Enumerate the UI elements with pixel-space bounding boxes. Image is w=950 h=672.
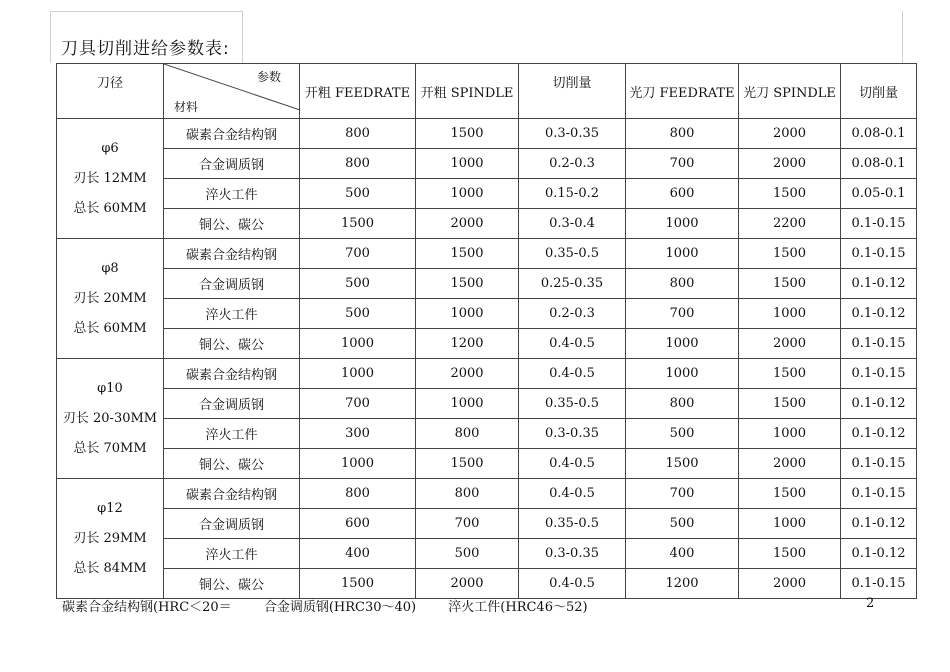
value-cell: 1000 — [739, 299, 841, 329]
value-cell: 0.1-0.12 — [841, 509, 917, 539]
value-cell: 700 — [416, 509, 519, 539]
material-cell: 淬火工件 — [164, 419, 300, 449]
material-cell: 合金调质钢 — [164, 149, 300, 179]
value-cell: 800 — [626, 389, 739, 419]
value-cell: 500 — [626, 509, 739, 539]
value-cell: 1500 — [739, 269, 841, 299]
frame-right-line — [902, 11, 903, 63]
value-cell: 0.1-0.15 — [841, 479, 917, 509]
diameter-dia: φ6 — [101, 140, 119, 156]
value-cell: 1200 — [626, 569, 739, 599]
material-cell: 合金调质钢 — [164, 269, 300, 299]
table-row — [57, 569, 917, 599]
material-cell: 铜公、碳公 — [164, 569, 300, 599]
value-cell: 0.4-0.5 — [519, 329, 626, 359]
table-row — [57, 389, 917, 419]
material-cell: 铜公、碳公 — [164, 209, 300, 239]
value-cell: 700 — [626, 299, 739, 329]
diameter-blade: 刃长 20MM — [73, 290, 147, 306]
table-row — [57, 479, 917, 509]
header-param: 参数 — [256, 70, 281, 84]
header-col-4: 光刀 FEEDRATE — [626, 64, 739, 119]
value-cell: 0.3-0.4 — [519, 209, 626, 239]
value-cell: 1200 — [416, 329, 519, 359]
table-row — [57, 119, 917, 149]
table-row — [57, 239, 917, 269]
header-diameter: 刀径 — [57, 64, 164, 119]
value-cell: 0.35-0.5 — [519, 239, 626, 269]
value-cell: 1500 — [739, 389, 841, 419]
table-row — [57, 299, 917, 329]
diameter-total: 总长 60MM — [73, 200, 147, 216]
value-cell: 0.2-0.3 — [519, 149, 626, 179]
value-cell: 2000 — [739, 149, 841, 179]
value-cell: 2000 — [416, 209, 519, 239]
table-row — [57, 209, 917, 239]
value-cell: 0.1-0.15 — [841, 209, 917, 239]
header-row — [57, 64, 917, 119]
footer-note-2: 合金调质钢(HRC30～40) — [263, 600, 417, 615]
material-cell: 碳素合金结构钢 — [164, 479, 300, 509]
footer-notes — [62, 596, 616, 615]
material-cell: 碳素合金结构钢 — [164, 359, 300, 389]
value-cell: 800 — [300, 479, 416, 509]
value-cell: 0.08-0.1 — [841, 119, 917, 149]
value-cell: 1500 — [739, 179, 841, 209]
diameter-dia: φ10 — [97, 380, 123, 396]
table-row — [57, 509, 917, 539]
material-cell: 铜公、碳公 — [164, 329, 300, 359]
diameter-total: 总长 70MM — [73, 440, 147, 456]
material-cell: 淬火工件 — [164, 539, 300, 569]
value-cell: 0.1-0.15 — [841, 359, 917, 389]
value-cell: 800 — [626, 269, 739, 299]
value-cell: 1000 — [300, 359, 416, 389]
value-cell: 700 — [300, 389, 416, 419]
value-cell: 0.4-0.5 — [519, 569, 626, 599]
value-cell: 1000 — [626, 329, 739, 359]
diameter-cell — [57, 359, 164, 479]
value-cell: 1500 — [300, 569, 416, 599]
diameter-cell — [57, 479, 164, 599]
header-col-5: 光刀 SPINDLE — [739, 64, 841, 119]
value-cell: 0.4-0.5 — [519, 449, 626, 479]
value-cell: 1000 — [739, 419, 841, 449]
value-cell: 600 — [626, 179, 739, 209]
value-cell: 0.3-0.35 — [519, 419, 626, 449]
footer-note-3: 淬火工件(HRC46～52) — [448, 600, 588, 615]
value-cell: 2000 — [416, 359, 519, 389]
diameter-dia: φ12 — [97, 500, 123, 516]
value-cell: 600 — [300, 509, 416, 539]
value-cell: 0.3-0.35 — [519, 119, 626, 149]
value-cell: 1500 — [626, 449, 739, 479]
value-cell: 1500 — [416, 269, 519, 299]
value-cell: 1000 — [626, 359, 739, 389]
table-row — [57, 179, 917, 209]
value-cell: 800 — [416, 419, 519, 449]
header-material: 材料 — [174, 100, 199, 114]
table-row — [57, 149, 917, 179]
material-cell: 铜公、碳公 — [164, 449, 300, 479]
table-row — [57, 329, 917, 359]
value-cell: 0.35-0.5 — [519, 389, 626, 419]
value-cell: 0.4-0.5 — [519, 359, 626, 389]
diameter-dia: φ8 — [101, 260, 119, 276]
table-row — [57, 269, 917, 299]
value-cell: 1000 — [416, 389, 519, 419]
value-cell: 700 — [626, 479, 739, 509]
diameter-blade: 刃长 29MM — [73, 530, 147, 546]
material-cell: 合金调质钢 — [164, 389, 300, 419]
table-row — [57, 539, 917, 569]
value-cell: 1500 — [739, 239, 841, 269]
header-col-1: 开粗 FEEDRATE — [300, 64, 416, 119]
value-cell: 0.08-0.1 — [841, 149, 917, 179]
value-cell: 0.1-0.15 — [841, 569, 917, 599]
value-cell: 0.25-0.35 — [519, 269, 626, 299]
value-cell: 0.05-0.1 — [841, 179, 917, 209]
value-cell: 0.1-0.12 — [841, 389, 917, 419]
value-cell: 2000 — [739, 329, 841, 359]
value-cell: 400 — [300, 539, 416, 569]
value-cell: 800 — [300, 149, 416, 179]
page-number: 2 — [866, 596, 875, 611]
diameter-cell — [57, 119, 164, 239]
value-cell: 1000 — [300, 329, 416, 359]
table-row — [57, 359, 917, 389]
header-col-6: 切削量 — [841, 64, 917, 119]
footer-note-1: 碳素合金结构钢(HRC＜20＝ — [62, 600, 232, 615]
value-cell: 0.1-0.12 — [841, 299, 917, 329]
value-cell: 500 — [300, 269, 416, 299]
header-col-2: 开粗 SPINDLE — [416, 64, 519, 119]
value-cell: 0.1-0.15 — [841, 449, 917, 479]
value-cell: 500 — [626, 419, 739, 449]
diameter-total: 总长 60MM — [73, 320, 147, 336]
value-cell: 1500 — [739, 479, 841, 509]
value-cell: 1000 — [300, 449, 416, 479]
diameter-blade: 刃长 20-30MM — [62, 410, 158, 426]
value-cell: 500 — [300, 299, 416, 329]
value-cell: 0.4-0.5 — [519, 479, 626, 509]
diameter-cell — [57, 239, 164, 359]
value-cell: 1500 — [739, 359, 841, 389]
value-cell: 0.35-0.5 — [519, 509, 626, 539]
value-cell: 1500 — [416, 449, 519, 479]
parameter-table — [56, 63, 917, 599]
value-cell: 0.3-0.35 — [519, 539, 626, 569]
value-cell: 0.1-0.15 — [841, 329, 917, 359]
value-cell: 800 — [416, 479, 519, 509]
page-title: 刀具切削进给参数表: — [61, 39, 230, 59]
material-cell: 碳素合金结构钢 — [164, 239, 300, 269]
value-cell: 1000 — [739, 509, 841, 539]
value-cell: 2000 — [739, 119, 841, 149]
value-cell: 500 — [300, 179, 416, 209]
value-cell: 700 — [626, 149, 739, 179]
header-col-3: 切削量 — [519, 64, 626, 119]
value-cell: 500 — [416, 539, 519, 569]
value-cell: 700 — [300, 239, 416, 269]
value-cell: 1500 — [416, 239, 519, 269]
material-cell: 合金调质钢 — [164, 509, 300, 539]
value-cell: 1000 — [416, 299, 519, 329]
title-box — [50, 11, 243, 63]
value-cell: 0.2-0.3 — [519, 299, 626, 329]
value-cell: 1000 — [416, 179, 519, 209]
value-cell: 2000 — [739, 449, 841, 479]
value-cell: 1000 — [626, 239, 739, 269]
value-cell: 400 — [626, 539, 739, 569]
value-cell: 0.1-0.15 — [841, 239, 917, 269]
value-cell: 1500 — [416, 119, 519, 149]
value-cell: 1500 — [300, 209, 416, 239]
diameter-total: 总长 84MM — [73, 560, 147, 576]
value-cell: 1000 — [416, 149, 519, 179]
value-cell: 2000 — [739, 569, 841, 599]
table-row — [57, 419, 917, 449]
value-cell: 1000 — [626, 209, 739, 239]
value-cell: 800 — [300, 119, 416, 149]
diameter-blade: 刃长 12MM — [73, 170, 147, 186]
value-cell: 0.1-0.12 — [841, 419, 917, 449]
value-cell: 2200 — [739, 209, 841, 239]
material-cell: 淬火工件 — [164, 299, 300, 329]
material-cell: 淬火工件 — [164, 179, 300, 209]
value-cell: 800 — [626, 119, 739, 149]
header-diagonal-cell — [164, 64, 300, 119]
table-row — [57, 449, 917, 479]
value-cell: 0.1-0.12 — [841, 539, 917, 569]
value-cell: 0.15-0.2 — [519, 179, 626, 209]
value-cell: 300 — [300, 419, 416, 449]
value-cell: 1500 — [739, 539, 841, 569]
value-cell: 2000 — [416, 569, 519, 599]
material-cell: 碳素合金结构钢 — [164, 119, 300, 149]
value-cell: 0.1-0.12 — [841, 269, 917, 299]
